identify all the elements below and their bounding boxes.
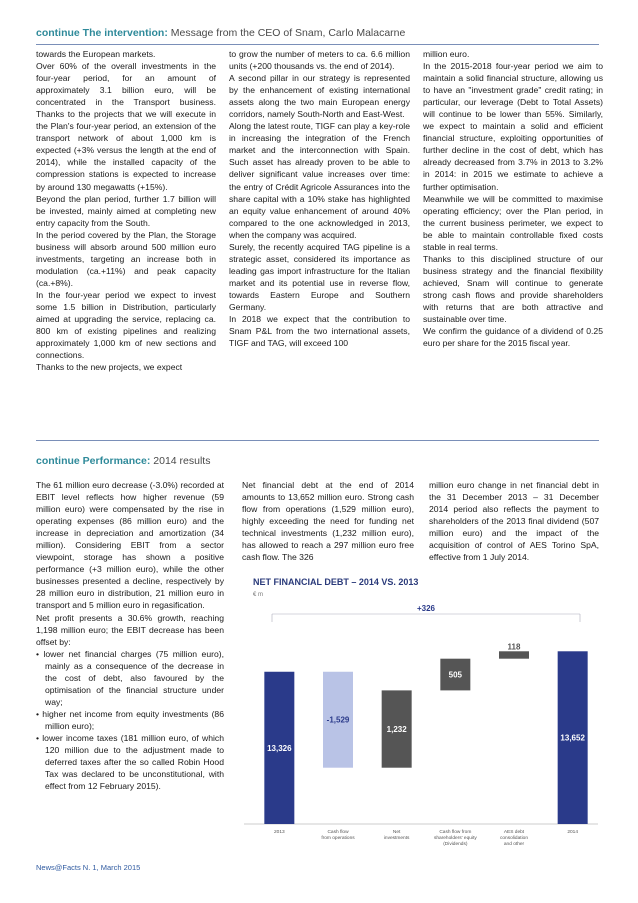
paragraph: In 2018 we expect that the contribution to Snam P&L from the two international assets, TIGF and TAG, will exceed 100	[229, 314, 410, 349]
paragraph: Thanks to this disciplined structure of our business strategy and the financial flexibility achieved, Snam will continue to generate strong cash flows and provide shareholders with returns that are both attractive and sustainable over time.	[423, 253, 603, 325]
x-tick-label-3: Cash flow from shareholders' equity (Dividends)	[433, 830, 477, 847]
chart-title: NET FINANCIAL DEBT – 2014 VS. 2013	[253, 577, 419, 587]
x-tick-label-1: Cash flow from operations	[321, 830, 355, 841]
paragraph: million euro change in net financial debt in the 31 December 2013 – 31 December 2014 period also reflects the payment to shareholders of the 2013 final dividend (507 million euro) and the impact of the acquisition of control of AES Torino SpA, effective from 1 July 2014.	[429, 480, 599, 563]
paragraph: to grow the number of meters to ca. 6.6 million units (+200 thousands vs. the end of 2014).	[229, 49, 410, 72]
bullet-item: • lower net financial charges (75 million euro), mainly as a consequence of the decrease in the cost of debt, also favoured by the optimisation of the financial structure under way;	[36, 648, 224, 707]
data-label-4: 118	[507, 642, 521, 652]
text-column-4	[36, 479, 224, 792]
x-tick-label-4: AES debt consolidation and other	[499, 830, 529, 847]
paragraph: Net financial debt at the end of 2014 amounts to 13,652 million euro. Strong cash flow from operations (1,529 million euro), highly exceeding the need for funding net technical investments (1,232 million euro), has allowed to reach a 297 million euro free cash flow. The 326	[242, 480, 414, 563]
x-tick-label-0: 2013	[273, 830, 285, 835]
paragraph: Surely, the recently acquired TAG pipeline is a strategic asset, considered its importance as leading gas import infrastructure for the Italian market and its potential use in reverse flow, towards Eastern Europe and Southern Germany.	[229, 241, 410, 312]
data-label-5: 13,652	[560, 733, 585, 743]
paragraph: Over 60% of the overall investments in the four-year period, for an amount of approximately 3.1 billion euro, will be concentrated in the Transport business. Thanks to the projects that we will execute in the Plan's four-year period, an extension of the transport network of about 1,000 km is expected (+3% versus the length at the end of 2014), while the installed capacity of the compression stations is expected to increase by around 130 megawatts (+15%).	[36, 61, 216, 192]
text-column-6	[429, 479, 599, 563]
text-column-1	[36, 48, 216, 373]
section-header-subtitle: Message from the CEO of Snam, Carlo Malacarne	[167, 27, 406, 39]
section-header-intervention	[36, 27, 405, 39]
paragraph: The 61 million euro decrease (-3.0%) recorded at EBIT level reflects how higher revenue (59 million euro) were compensated by the rise in operating expenses (86 million euro) and the increase in depreciation and amortization (34 million). Considering EBIT from a sector viewpoint, storage has shown a positive performance (+3 million euro), while the other businesses presented a decline, respectively by 28 million euro in distribution, 21 million euro in transport and 5 million euro in regasification.	[36, 480, 224, 611]
data-label-3: 505	[448, 670, 463, 680]
section-header-subtitle: 2014 results	[150, 455, 211, 467]
bar-4	[499, 651, 529, 658]
paragraph: In the four-year period we expect to invest some 1.5 billion in Distribution, particularly aimed at upgrading the service, replacing ca. 800 km of existing pipelines and realizing approximately 1,000 km of new sections and connections.	[36, 289, 216, 361]
divider	[36, 44, 599, 45]
paragraph: We confirm the guidance of a dividend of 0.25 euro per share for the 2015 fiscal year.	[423, 326, 603, 349]
paragraph: towards the European markets.	[36, 49, 156, 59]
paragraph: Meanwhile we will be committed to maximise operating efficiency; over the Plan period, in the current business perimeter, we expect to be able to maintain controllable fixed costs stable in real terms.	[423, 193, 603, 252]
waterfall-chart	[240, 600, 605, 850]
section-header-accent: continue The intervention:	[36, 27, 168, 39]
divider	[36, 440, 599, 441]
x-tick-label-2: Net investments	[383, 830, 410, 841]
text-column-2	[229, 48, 410, 349]
paragraph: A second pillar in our strategy is represented by the enhancement of existing international assets along the two main European energy corridors, namely South-North and East-West.	[229, 73, 410, 120]
paragraph: In the 2015-2018 four-year period we aim to maintain a solid financial structure, allowing us to have an "investment grade" credit rating; in particular, our leverage (Debt to Total Assets) will continue to be lower than 55%. Similarly, we expect to maintain a solid and efficient financial structure, exploiting opportunities of further decline in the cost of debt, which has already decreased from 3.7% in 2013 to 3.2% in 2014: in 2015 we estimate to achieve a further optimisation.	[423, 61, 603, 192]
text-column-3	[423, 48, 603, 349]
bullet-item: • lower income taxes (181 million euro, of which 120 million due to the adjustment made to deferred taxes after the so called Robin Hood Tax was declared to be unconstitutional, with effect from 12 February 2015).	[36, 732, 224, 792]
bullet-item: • higher net income from equity investments (86 million euro);	[36, 708, 224, 731]
chart-unit: € m	[253, 592, 264, 598]
paragraph: Net profit presents a 30.6% growth, reaching 1,198 million euro; the EBIT decrease has been offset by:	[36, 612, 224, 647]
data-label-0: 13,326	[267, 743, 292, 753]
footer-publication: News@Facts N. 1, March 2015	[36, 863, 141, 872]
paragraph: Beyond the plan period, further 1.7 billion will be invested, mainly aimed at completing new entry capacity from the South.	[36, 193, 216, 228]
paragraph: million euro.	[423, 49, 470, 59]
data-label-1: -1,529	[326, 715, 350, 725]
paragraph: In the period covered by the Plan, the Storage business will absorb around 500 million euro investments, targeting an increase both in modulation (ca.+11%) and peak capacity (ca.+8%).	[36, 229, 216, 288]
data-label-2: 1,232	[386, 725, 407, 735]
x-tick-label-5: 2014	[567, 830, 579, 835]
paragraph: Thanks to the new projects, we expect	[36, 362, 183, 373]
paragraph: Along the latest route, TIGF can play a key-role in increasing the integration of the French market and the interconnection with Spain. Such asset has already proven to be able to deliver significant value increases over time: the entry of Crédit Agricole Assurances into the share capital with a 10% stake has highlighted an equity value enhancement of around 40% compared to the one acknowledged in 2013, when the company was acquired.	[229, 121, 410, 240]
annotation-label: +326	[416, 604, 436, 613]
section-header-accent: continue Performance:	[36, 455, 151, 467]
section-header-performance	[36, 455, 210, 467]
text-column-5	[242, 479, 414, 563]
